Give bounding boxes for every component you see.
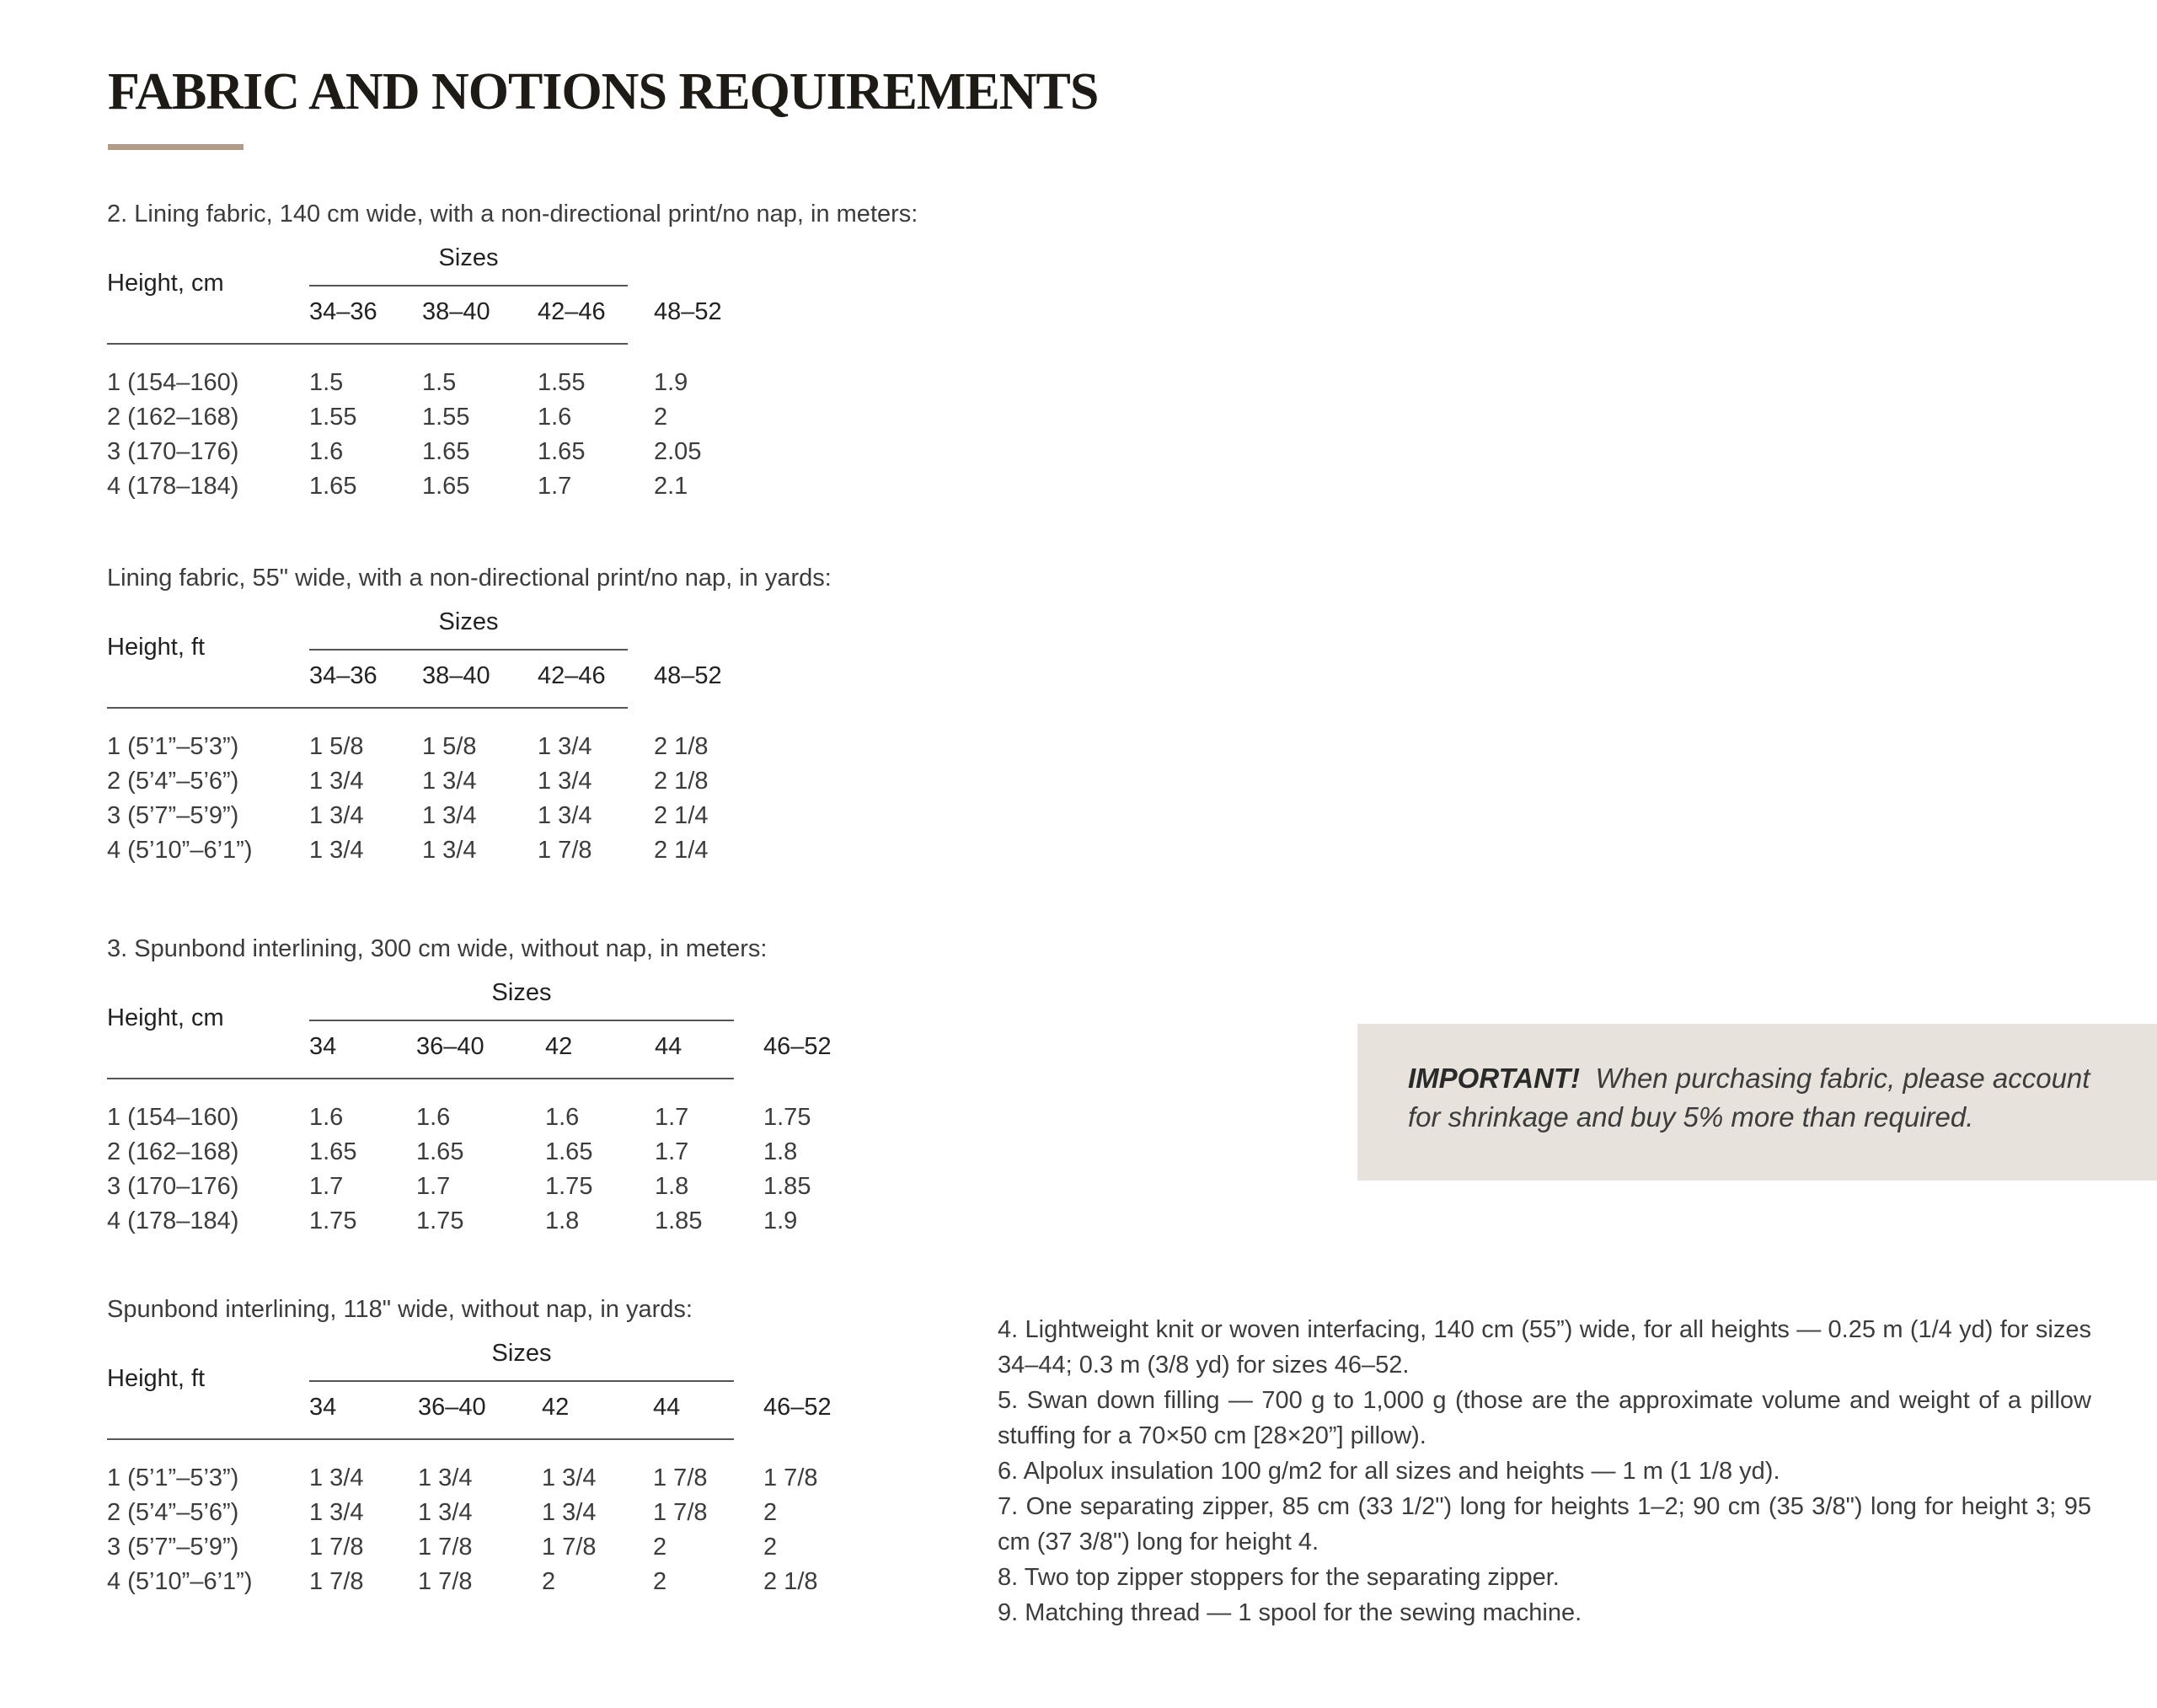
value-cell: 1 5/8 (309, 733, 364, 760)
value-cell: 1.6 (309, 1104, 344, 1131)
value-cell: 1 5/8 (422, 733, 477, 760)
size-column-header: 48–52 (654, 298, 722, 325)
sizes-rule (309, 285, 628, 286)
value-cell: 1.7 (416, 1173, 451, 1200)
value-cell: 2 1/4 (654, 837, 709, 864)
value-cell: 1.7 (655, 1104, 689, 1131)
value-cell: 1 7/8 (418, 1568, 473, 1595)
value-cell: 1.75 (545, 1173, 593, 1200)
value-cell: 1.65 (309, 473, 357, 500)
value-cell: 1.65 (538, 438, 586, 465)
value-cell: 2 (653, 1568, 667, 1595)
value-cell: 1.65 (422, 473, 470, 500)
value-cell: 1.5 (309, 369, 344, 396)
table-row (107, 730, 709, 764)
table-row (107, 1170, 811, 1204)
size-column-header: 42–46 (538, 662, 606, 689)
value-cell: 1 7/8 (309, 1534, 364, 1561)
height-cell: 3 (170–176) (107, 438, 239, 465)
list-item: 8. Two top zipper stoppers for the separating zipper. (998, 1564, 1560, 1591)
value-cell: 1 3/4 (309, 1499, 364, 1526)
value-cell: 1 3/4 (542, 1464, 597, 1491)
value-cell: 1.6 (416, 1104, 451, 1131)
value-cell: 1.55 (422, 404, 470, 431)
value-cell: 1.8 (763, 1138, 798, 1165)
callout-label: IMPORTANT! (1408, 1063, 1581, 1094)
size-column-header: 36–40 (416, 1033, 484, 1060)
value-cell: 1 3/4 (538, 733, 592, 760)
sizes-header: Sizes (491, 979, 552, 1006)
value-cell: 1.9 (654, 369, 688, 396)
value-cell: 1.8 (655, 1173, 689, 1200)
value-cell: 1 3/4 (418, 1499, 473, 1526)
table-row (107, 764, 709, 799)
height-cell: 3 (5’7”–5’9”) (107, 1534, 239, 1561)
height-cell: 2 (5’4”–5’6”) (107, 1499, 239, 1526)
value-cell: 1.7 (538, 473, 572, 500)
important-callout (1357, 1024, 2157, 1181)
table-row (107, 435, 702, 469)
title-underline (108, 144, 244, 150)
value-cell: 1.5 (422, 369, 457, 396)
value-cell: 1.55 (309, 404, 357, 431)
size-column-header: 44 (653, 1394, 681, 1421)
height-cell: 1 (5’1”–5’3”) (107, 733, 239, 760)
table-section-spunbond-meters (107, 932, 950, 1234)
size-column-header: 34–36 (309, 298, 377, 325)
value-cell: 1 3/4 (309, 768, 364, 795)
value-cell: 1 7/8 (418, 1534, 473, 1561)
value-cell: 1 7/8 (542, 1534, 597, 1561)
sizes-header: Sizes (491, 1340, 552, 1367)
value-cell: 1.65 (416, 1138, 464, 1165)
value-cell: 1 7/8 (763, 1464, 818, 1491)
value-cell: 1.8 (545, 1207, 580, 1234)
height-cell: 3 (5’7”–5’9”) (107, 802, 239, 829)
value-cell: 1.65 (422, 438, 470, 465)
list-item: 9. Matching thread — 1 spool for the sewing machine. (998, 1599, 1582, 1626)
size-column-header: 46–52 (763, 1394, 832, 1421)
sizes-header: Sizes (438, 244, 499, 271)
height-cell: 2 (162–168) (107, 1138, 239, 1165)
value-cell: 1.65 (545, 1138, 593, 1165)
value-cell: 1 7/8 (653, 1499, 708, 1526)
value-cell: 1 3/4 (418, 1464, 473, 1491)
sizes-rule (309, 1380, 734, 1382)
size-column-header: 46–52 (763, 1033, 832, 1060)
value-cell: 1 3/4 (422, 802, 477, 829)
page-title: FABRIC AND NOTIONS REQUIREMENTS (108, 63, 1099, 120)
value-cell: 1 3/4 (538, 768, 592, 795)
height-cell: 1 (154–160) (107, 1104, 239, 1131)
size-column-header: 42 (542, 1394, 570, 1421)
height-cell: 3 (170–176) (107, 1173, 239, 1200)
table-caption: 2. Lining fabric, 140 cm wide, with a non-directional print/no nap, in meters: (107, 201, 918, 228)
value-cell: 1 7/8 (653, 1464, 708, 1491)
size-column-header: 34 (309, 1394, 337, 1421)
list-item: 4. Lightweight knit or woven interfacing, 140 cm (55”) wide, for all heights — 0.25 m (1/4 yd) for sizes 34–44; 0.3 m (3/8 yd) for sizes 46–52. (998, 1316, 2091, 1379)
sizes-rule (309, 649, 628, 651)
table-caption: 3. Spunbond interlining, 300 cm wide, without nap, in meters: (107, 935, 768, 962)
table-row (107, 799, 709, 833)
table-row (107, 1135, 798, 1170)
value-cell: 1 3/4 (309, 1464, 364, 1491)
height-cell: 1 (5’1”–5’3”) (107, 1464, 239, 1491)
table-section-lining-meters (107, 197, 950, 500)
value-cell: 1.85 (655, 1207, 703, 1234)
value-cell: 2 (763, 1534, 778, 1561)
height-cell: 1 (154–160) (107, 369, 239, 396)
height-column-header: Height, cm (107, 270, 224, 297)
table-section-spunbond-yards (107, 1293, 950, 1595)
value-cell: 1 3/4 (309, 837, 364, 864)
value-cell: 2 (654, 404, 668, 431)
height-cell: 4 (5’10”–6’1”) (107, 837, 253, 864)
callout-body: When purchasing fabric, please account for shrinkage and buy 5% more than required. (1408, 1063, 2090, 1132)
size-column-header: 34 (309, 1033, 337, 1060)
height-cell: 4 (178–184) (107, 1207, 239, 1234)
value-cell: 1.6 (545, 1104, 580, 1131)
notions-list (998, 1312, 2091, 1630)
header-rule (107, 1438, 734, 1440)
height-cell: 2 (162–168) (107, 404, 239, 431)
table-caption: Spunbond interlining, 118" wide, without nap, in yards: (107, 1296, 693, 1323)
value-cell: 2 1/4 (654, 802, 709, 829)
value-cell: 1 3/4 (422, 837, 477, 864)
value-cell: 1.6 (309, 438, 344, 465)
table-caption: Lining fabric, 55" wide, with a non-directional print/no nap, in yards: (107, 565, 832, 592)
table-row (107, 400, 668, 435)
list-item: 6. Alpolux insulation 100 g/m2 for all sizes and heights — 1 m (1 1/8 yd). (998, 1458, 1780, 1485)
table-row (107, 1204, 798, 1239)
header-rule (107, 707, 628, 709)
list-item: 7. One separating zipper, 85 cm (33 1/2") long for heights 1–2; 90 cm (35 3/8") long for height 3; 95 cm (37 3/8") long for height 4. (998, 1493, 2091, 1555)
value-cell: 2 1/8 (763, 1568, 818, 1595)
height-column-header: Height, ft (107, 1365, 206, 1392)
size-column-header: 44 (655, 1033, 682, 1060)
value-cell: 1.75 (416, 1207, 464, 1234)
value-cell: 1.85 (763, 1173, 811, 1200)
size-column-header: 34–36 (309, 662, 377, 689)
value-cell: 2 1/8 (654, 768, 709, 795)
value-cell: 2.1 (654, 473, 688, 500)
table-row (107, 1100, 811, 1135)
value-cell: 1.6 (538, 404, 572, 431)
height-cell: 4 (178–184) (107, 473, 239, 500)
value-cell: 2 (763, 1499, 778, 1526)
table-row (107, 1496, 778, 1530)
callout-text (1408, 1059, 2099, 1137)
sizes-rule (309, 1020, 734, 1021)
size-column-header: 38–40 (422, 662, 490, 689)
value-cell: 2.05 (654, 438, 702, 465)
value-cell: 1.75 (309, 1207, 357, 1234)
size-column-header: 36–40 (418, 1394, 486, 1421)
table-section-lining-yards (107, 561, 950, 864)
sizes-header: Sizes (438, 608, 499, 635)
table-row (107, 469, 688, 504)
value-cell: 1.9 (763, 1207, 798, 1234)
value-cell: 2 (542, 1568, 556, 1595)
height-column-header: Height, cm (107, 1004, 224, 1031)
header-rule (107, 1078, 734, 1079)
value-cell: 1 7/8 (538, 837, 592, 864)
value-cell: 1.75 (763, 1104, 811, 1131)
value-cell: 1.7 (655, 1138, 689, 1165)
value-cell: 1.65 (309, 1138, 357, 1165)
value-cell: 1.7 (309, 1173, 344, 1200)
size-column-header: 38–40 (422, 298, 490, 325)
value-cell: 1 3/4 (309, 802, 364, 829)
value-cell: 1 7/8 (309, 1568, 364, 1595)
value-cell: 2 1/8 (654, 733, 709, 760)
size-column-header: 42 (545, 1033, 573, 1060)
height-cell: 4 (5’10”–6’1”) (107, 1568, 253, 1595)
size-column-header: 48–52 (654, 662, 722, 689)
table-row (107, 833, 709, 868)
value-cell: 1 3/4 (542, 1499, 597, 1526)
value-cell: 1.55 (538, 369, 586, 396)
height-column-header: Height, ft (107, 634, 206, 661)
table-row (107, 1461, 818, 1496)
value-cell: 2 (653, 1534, 667, 1561)
height-cell: 2 (5’4”–5’6”) (107, 768, 239, 795)
header-rule (107, 343, 628, 345)
table-row (107, 1565, 818, 1599)
value-cell: 1 3/4 (422, 768, 477, 795)
table-row (107, 1530, 778, 1565)
size-column-header: 42–46 (538, 298, 606, 325)
table-row (107, 366, 688, 400)
value-cell: 1 3/4 (538, 802, 592, 829)
list-item: 5. Swan down filling — 700 g to 1,000 g (those are the approximate volume and weight of a pillow stuffing for a 70×50 cm [28×20”] pillow). (998, 1387, 2091, 1449)
